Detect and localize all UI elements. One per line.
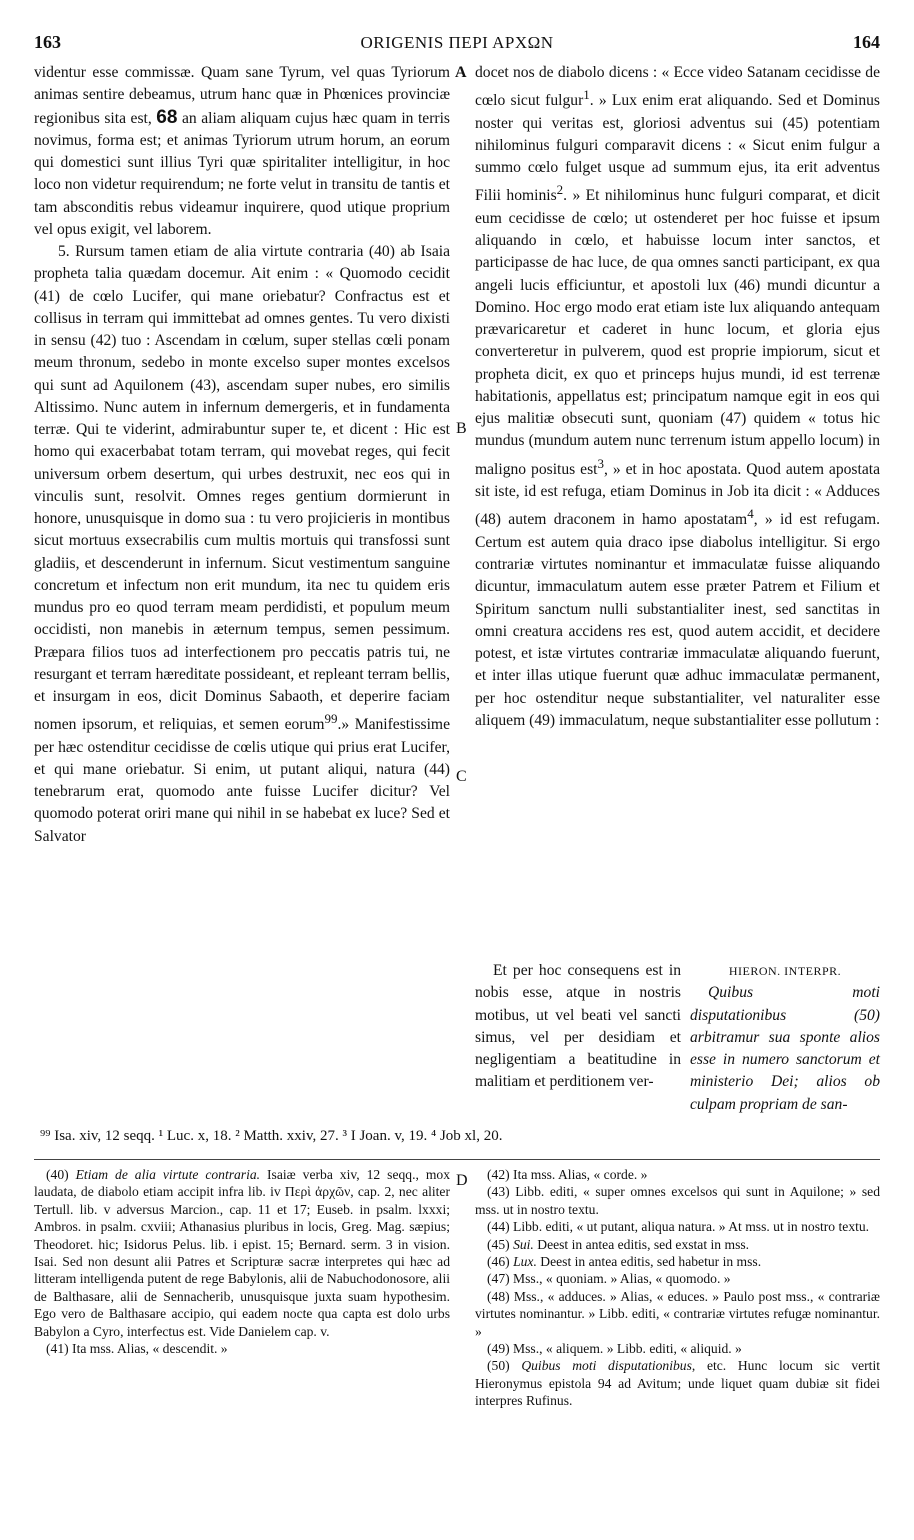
- text-run: , » id est refugam. Certum est autem quia draco ipse diabolus intelligitur. Si ergo contrariæ virtutes nominantur et immaculatæ fuisse aliquando dicuntur, immaculatum autem esse præter Patrem et Filium et Spiritum sanctum nulli substantialiter inest, sed sanctitas in omni creatura accidens res est, quod autem accidit, et decidere potest, et istæ virtutes contrariæ immaculatæ aliquando fuerunt, et inter illas utique fuerunt quæ adhuc immaculatæ permanent, per hoc ostenditur neque substantialiter, vel naturaliter esse aliquem (49) immaculatum, neque substantialiter esse pollutum :: [475, 511, 880, 729]
- sub-column-heading: HIERON. INTERPR.: [728, 964, 842, 978]
- sub-column-hieronymus: [690, 960, 880, 1116]
- text-run: . » Et nihilominus hunc fulguri comparat, et dicit eum cecidisse de cœlo; ut ostenderet per hoc fuisse et ipsum aliquando in cœlo, et habuisse locum inter sanctos, et participasse de hac luce, de qua omnes sancti participant, ex qua angeli lucis efficiuntur, et apostoli lux (46) mundi dicuntur a Domino. Hoc ergo modo erat etiam iste lux aliquando antequam prævaricaretur et caderet in hunc locum, et gloria ejus converteretur in pulverem, quod est proprie impiorum, sicut et propheta dicit, ex quo et princeps hujus mundi, id est terrenæ habitationis, appellatus est; principatum namque egit in eos qui ejus malitiæ obsecuti sunt, quoniam (47) quidem « totus hic mundus (mundum autem nunc terrenum istum appello locum) in maligno positus est: [475, 187, 880, 478]
- footnote-ref: 2: [556, 182, 564, 198]
- section-marker-a: A: [455, 64, 467, 81]
- text-run: 5. Rursum tamen etiam de alia virtute contraria (40) ab Isaia propheta talia quædam docemur. Ait enim : « Quomodo cecidit (41) de cœlo Lucifer, qui mane oriebatur? Confractus est et collisus in terram qui immittebat ad omnes gentes. Tu vero dixisti in sensu (42) tuo : Ascendam in cœlum, super stellas cœli ponam meum thronum, sedebo in monte excelso super montes excelsos qui sunt ad Aquilonem (43), ascendam super nubes, ero similis Altissimo. Nunc autem in infernum demergeris, et in fundamenta terræ. Qui te viderint, admirabuntur super te, et dicent : Hic est homo qui exacerbabat totam terram, qui movebat reges, qui fecit universum orbem desertum, qui urbes destruxit, nec eos qui in vinculis sunt, resolvit. Omnes reges gentium dormierunt in honore, unusquisque in domo sua : tu vero projicieris in montibus sicut mortuus exsecrabilis cum multis mortuis qui transfossi sunt gladiis, et descenderunt in infernum. Sicut vestimentum sanguine concretum et infectum non erit mundum, ita nec tu quidem eris mundus pro eo quod terram meam perdidisti, et populum meum occidisti, non manebis in æternum tempus, semen pessimum. Præpara filios tuos ad interfectionem pro peccatis patris tui, ne resurgant et terram hæreditate possideant, et repleant terram bellis, et insurgam in eos, dicit Dominus Sabaoth, et deperire faciam nomen ipsorum, et reliquias, et semen eorum: [34, 243, 450, 734]
- footnote-number: (45): [487, 1236, 510, 1252]
- footnote-49: (49) Mss., « aliquem. » Libb. editi, « aliquid. »: [487, 1341, 742, 1357]
- footnote-text: Isaiæ verba xiv, 12 seqq., mox laudata, de diabolo etiam accipit infra lib. iv Περὶ ἀρχῶν, cap. 2, nec aliter Tertull. lib. v adversus Marcion., cap. 11 et 17; Euseb. in psalm. lxxxi; Ambros. in psalm. cxviii; Athanasius pluribus in locis, Greg. Mag. sæpius; Theodoret. hic; Isidorus Pelus. lib. i epist. 15; Bernard. serm. 3 in vision. Isai. Sed non desunt alii Patres et Scripturæ sacræ interpretes qui hæc ad litteram intelligenda putent de rege Babylonis, alii de Nabuchodonosore, alii de Balthasare, alii de Sennacherib, unusquisque juxta suam hypothesim. Ego vero de Balthasare accipio, qui eadem nocte qua capta est dolo urbs Babylon a Cyro, interfectus est. Vide Danielem cap. v.: [34, 1167, 450, 1339]
- column-number: 68: [156, 106, 178, 128]
- footnote-ref: 1: [583, 87, 590, 103]
- paragraph-section-5: [34, 241, 450, 848]
- right-text-column: [475, 62, 880, 732]
- footnote-lemma: Etiam de alia virtute contraria.: [75, 1167, 261, 1182]
- section-marker-d: D: [456, 1172, 468, 1189]
- footnote-lemma: Sui.: [513, 1236, 534, 1252]
- footnote-ref: 3: [597, 455, 605, 471]
- section-marker-c: C: [456, 768, 467, 785]
- footnote-47: (47) Mss., « quoniam. » Alias, « quomodo. »: [487, 1271, 731, 1287]
- footnotes-left: [34, 1166, 450, 1357]
- sub-column-text: Quibus moti disputationibus (50) arbitramur sua sponte alios esse in numero sanctorum et ministerio Dei; alios ob culpam propriam de san-: [690, 984, 880, 1113]
- left-text-column: [34, 62, 450, 848]
- paragraph-continued: [34, 62, 450, 241]
- sub-column-text: Et per hoc consequens est in nobis esse, atque in nostris motibus, ut vel beati vel sancti simus, vel per desidiam et negligentiam a beatitudine in malitiam et perditionem ver-: [475, 962, 681, 1091]
- footnotes-right: [475, 1166, 880, 1410]
- text-run: an aliam aliquam cujus hæc quam in terris novimus, forma est; et animas Tyriorum utrum horum, an eorum qui domestici sunt illius Tyri quæ spiritaliter intelligitur, in hoc loco non videtur requirendum; ne forte velut in transitu de tantis et tam absconditis rebus videamur inquirere, quod utique proprium vel opus exigit, vel laborem.: [34, 109, 451, 238]
- footnote-divider: [34, 1159, 880, 1160]
- footnote-41: (41) Ita mss. Alias, « descendit. »: [46, 1341, 228, 1357]
- text-run: docet nos de diabolo dicens : « Ecce video Satanam cecidisse de cœlo sicut fulgur: [475, 64, 880, 110]
- footnote-ref: 4: [747, 506, 754, 522]
- section-marker-b: B: [456, 420, 467, 437]
- footnote-43: (43) Libb. editi, « super omnes excelsos qui sunt in Aquilone; » sed mss. ut in nostro textu.: [475, 1184, 880, 1217]
- footnote-number: (50): [487, 1358, 510, 1374]
- footnote-50: [475, 1357, 880, 1409]
- page-number-left: 163: [34, 32, 61, 52]
- footnote-lemma: Lux.: [513, 1254, 537, 1270]
- footnote-48: (48) Mss., « adduces. » Alias, « educes. » Paulo post mss., « contrariæ virtutes nominantur. » Libb. editi, « contrariæ virtutes refugæ nominantur. »: [475, 1288, 880, 1339]
- footnote-ref: 99: [324, 711, 338, 727]
- scripture-references: ⁹⁹ Isa. xiv, 12 seqq. ¹ Luc. x, 18. ² Matth. xxiv, 27. ³ I Joan. v, 19. ⁴ Job xl, 20.: [40, 1128, 503, 1144]
- footnote-40: [34, 1166, 450, 1340]
- footnote-number: (46): [487, 1254, 510, 1270]
- sub-column-rufinus: [475, 960, 681, 1094]
- footnote-text: , etc. Hunc locum sic vertit Hieronymus epistola 94 ad Avitum; unde liquet quam dubiæ sit fidei interpres Rufinus.: [475, 1358, 881, 1409]
- paragraph-right: [475, 62, 880, 732]
- footnote-45: [475, 1236, 880, 1253]
- running-header: [34, 32, 880, 58]
- footnote-42: (42) Ita mss. Alias, « corde. »: [487, 1167, 648, 1182]
- page-number-right: 164: [853, 32, 880, 52]
- text-run: , » et in hoc apostata. Quod autem apostata sit iste, id est refuga, etiam Dominus in Job ita dicit : « Adduces (48) autem draconem in hamo apostatam: [475, 460, 880, 529]
- footnote-number: (40): [46, 1167, 69, 1182]
- footnote-44: (44) Libb. editi, « ut putant, aliqua natura. » At mss. ut in nostro textu.: [487, 1219, 870, 1235]
- footnote-text: Deest in antea editis, sed habetur in mss.: [540, 1254, 762, 1270]
- footnote-lemma: Quibus moti disputationibus: [521, 1358, 692, 1374]
- text-run: videntur esse commissæ. Quam sane Tyrum, vel quas Tyriorum animas sentire debeamus, utrum hanc quæ in Phœnices provinciæ regionibus sita est,: [34, 64, 450, 127]
- footnote-text: Deest in antea editis, sed exstat in mss.: [537, 1236, 750, 1252]
- running-title: ORIGENIS ΠΕΡΙ ΑΡΧΩΝ: [360, 33, 554, 52]
- text-run: .» Manifestissime per hæc ostenditur cecidisse de cœlis utique qui prius erat Lucifer, et qui mane oriebatur. Si enim, ut putant aliqui, natura (44) tenebrarum erat, quomodo ante fuisse Lucifer dicitur? Vel quomodo poterat oriri mane qui nihil in se habebat ex luce? Sed et Salvator: [34, 716, 450, 845]
- footnote-46: [475, 1253, 880, 1270]
- text-run: . » Lux enim erat aliquando. Sed et Dominus noster qui veritas est, gloriosi adventus sui (45) potentiam nihilominus fulguri comparavit dicens : « Sicut enim fulgur a summo cœlo fulget usque ad summum ejus, ita erit adventus Filii hominis: [475, 92, 880, 205]
